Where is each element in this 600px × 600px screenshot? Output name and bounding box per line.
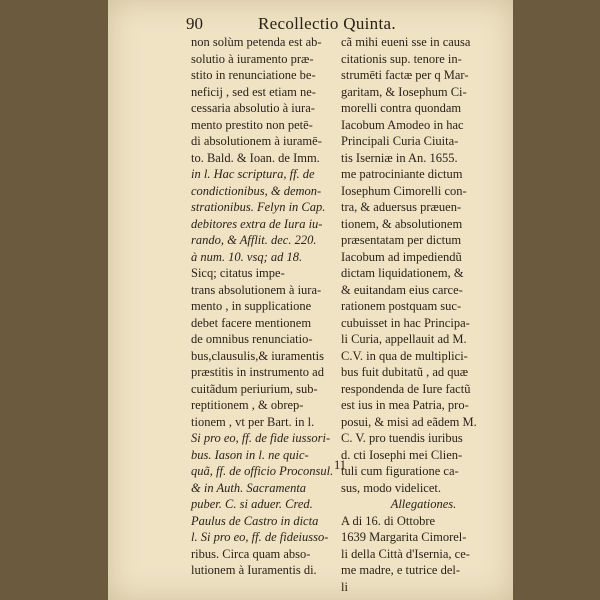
text-line: mento prestito non petē- — [191, 117, 313, 132]
text-line: sus, modo videlicet. — [341, 480, 441, 495]
text-line: de omnibus renunciatio- — [191, 332, 313, 346]
text-line: Principali Curia Ciuita- — [341, 134, 459, 148]
text-line: trans absolutionem à iura- — [191, 282, 322, 297]
text-line: neficij , sed est etiam ne- — [191, 84, 316, 99]
text-line: bus. Iason in l. ne quic- — [191, 447, 309, 462]
text-line: Si pro eo, ff. de fide iussori- — [191, 431, 331, 445]
text-line: li — [341, 579, 348, 594]
text-line: quã, ff. de officio Proconsul. — [191, 464, 334, 478]
text-line: debet facere mentionem — [191, 315, 312, 330]
text-line: tis Iserniæ in An. 1655. — [341, 150, 458, 165]
text-line: me madre, e tutrice del- — [341, 563, 461, 577]
text-line: strationibus. Felyn in Cap. — [191, 200, 326, 214]
text-line: rationem postquam suc- — [341, 299, 462, 313]
text-line: debitores extra de Iura iu- — [191, 216, 323, 231]
text-line: ribus. Circa quam abso- — [191, 546, 311, 561]
text-line: in l. Hac scriptura, ff. de — [191, 167, 315, 181]
text-line: cã mihi eueni sse in causa — [341, 35, 471, 49]
text-line: Iacobum Amodeo in hac — [341, 117, 464, 132]
text-line: di absolutionem à iuramē- — [191, 134, 322, 148]
text-line: cessaria absolutio à iura- — [191, 101, 315, 115]
text-line: C. V. pro tuendis iuribus — [341, 431, 463, 445]
text-line: tionem, & absolutionem — [341, 216, 463, 231]
book-page — [108, 0, 513, 600]
text-line: citationis sup. tenore in- — [341, 51, 462, 66]
text-line: me patrociniante dictum — [341, 167, 463, 181]
text-line: Sicq; citatus impe- — [191, 266, 285, 280]
text-line: bus fuit dubitatũ , ad quæ — [341, 365, 469, 379]
text-line: C.V. in qua de multiplici- — [341, 348, 468, 363]
right-column — [341, 34, 506, 595]
text-line: Iosephum Cimorelli con- — [341, 183, 467, 198]
text-line: condictionibus, & demon- — [191, 183, 322, 198]
text-line: lutionem à Iuramentis di. — [191, 563, 317, 577]
running-head: Recollectio Quinta. — [258, 14, 396, 33]
page-number: 90 — [186, 14, 203, 33]
text-line: d. cti Iosephi mei Clien- — [341, 447, 463, 462]
text-line: tuli cum figuratione ca- — [341, 464, 459, 478]
text-line: Paulus de Castro in dicta — [191, 513, 319, 528]
text-line: to. Bald. & Ioan. de Imm. — [191, 150, 320, 165]
text-line: non solùm petenda est ab- — [191, 35, 322, 49]
text-line: cubuisset in hac Principa- — [341, 315, 470, 330]
text-line: solutio à iuramento præ- — [191, 51, 314, 66]
text-line: mento , in supplicatione — [191, 299, 312, 313]
text-line: li Curia, appellauit ad M. — [341, 332, 467, 346]
text-line: à num. 10. vsq; ad 18. — [191, 249, 303, 264]
text-line: tionem , vt per Bart. in l. — [191, 414, 315, 429]
text-line: cuitãdum periurium, sub- — [191, 381, 318, 396]
text-line: strumēti factæ per q Mar- — [341, 68, 469, 82]
text-line: præsentatam per dictum — [341, 233, 462, 247]
text-line: Allegationes. — [390, 497, 457, 511]
text-line: & in Auth. Sacramenta — [191, 480, 307, 495]
text-line: dictam liquidationem, & — [341, 266, 464, 280]
text-line: respondenda de Iure factũ — [341, 381, 471, 396]
text-line: garitam, & Iosephum Ci- — [341, 84, 467, 99]
text-line: posui, & misi ad eãdem M. — [341, 414, 477, 429]
text-line: puber. C. si aduer. Cred. — [191, 497, 313, 511]
text-line: 1639 Margarita Cimorel- — [341, 530, 467, 544]
text-line: tra, & aduersus præuen- — [341, 200, 462, 214]
text-line: est ius in mea Patria, pro- — [341, 398, 469, 412]
text-line: l. Si pro eo, ff. de fideiusso- — [191, 530, 329, 544]
text-line: rando, & Afflit. dec. 220. — [191, 233, 317, 247]
text-line: li della Città d'Isernia, ce- — [341, 546, 470, 561]
text-line: Iacobum ad impediendũ — [341, 249, 462, 264]
left-column — [191, 34, 361, 579]
margin-numeral: 11 — [334, 458, 347, 472]
text-line: morelli contra quondam — [341, 101, 462, 115]
text-line: & euitandam eius carce- — [341, 282, 463, 297]
text-line: bus,clausulis,& iuramentis — [191, 348, 324, 363]
text-line: stito in renunciatione be- — [191, 68, 316, 82]
text-line: A di 16. di Ottobre — [341, 513, 436, 528]
text-line: reptitionem , & obrep- — [191, 398, 304, 412]
text-line: præstitis in instrumento ad — [191, 365, 324, 379]
